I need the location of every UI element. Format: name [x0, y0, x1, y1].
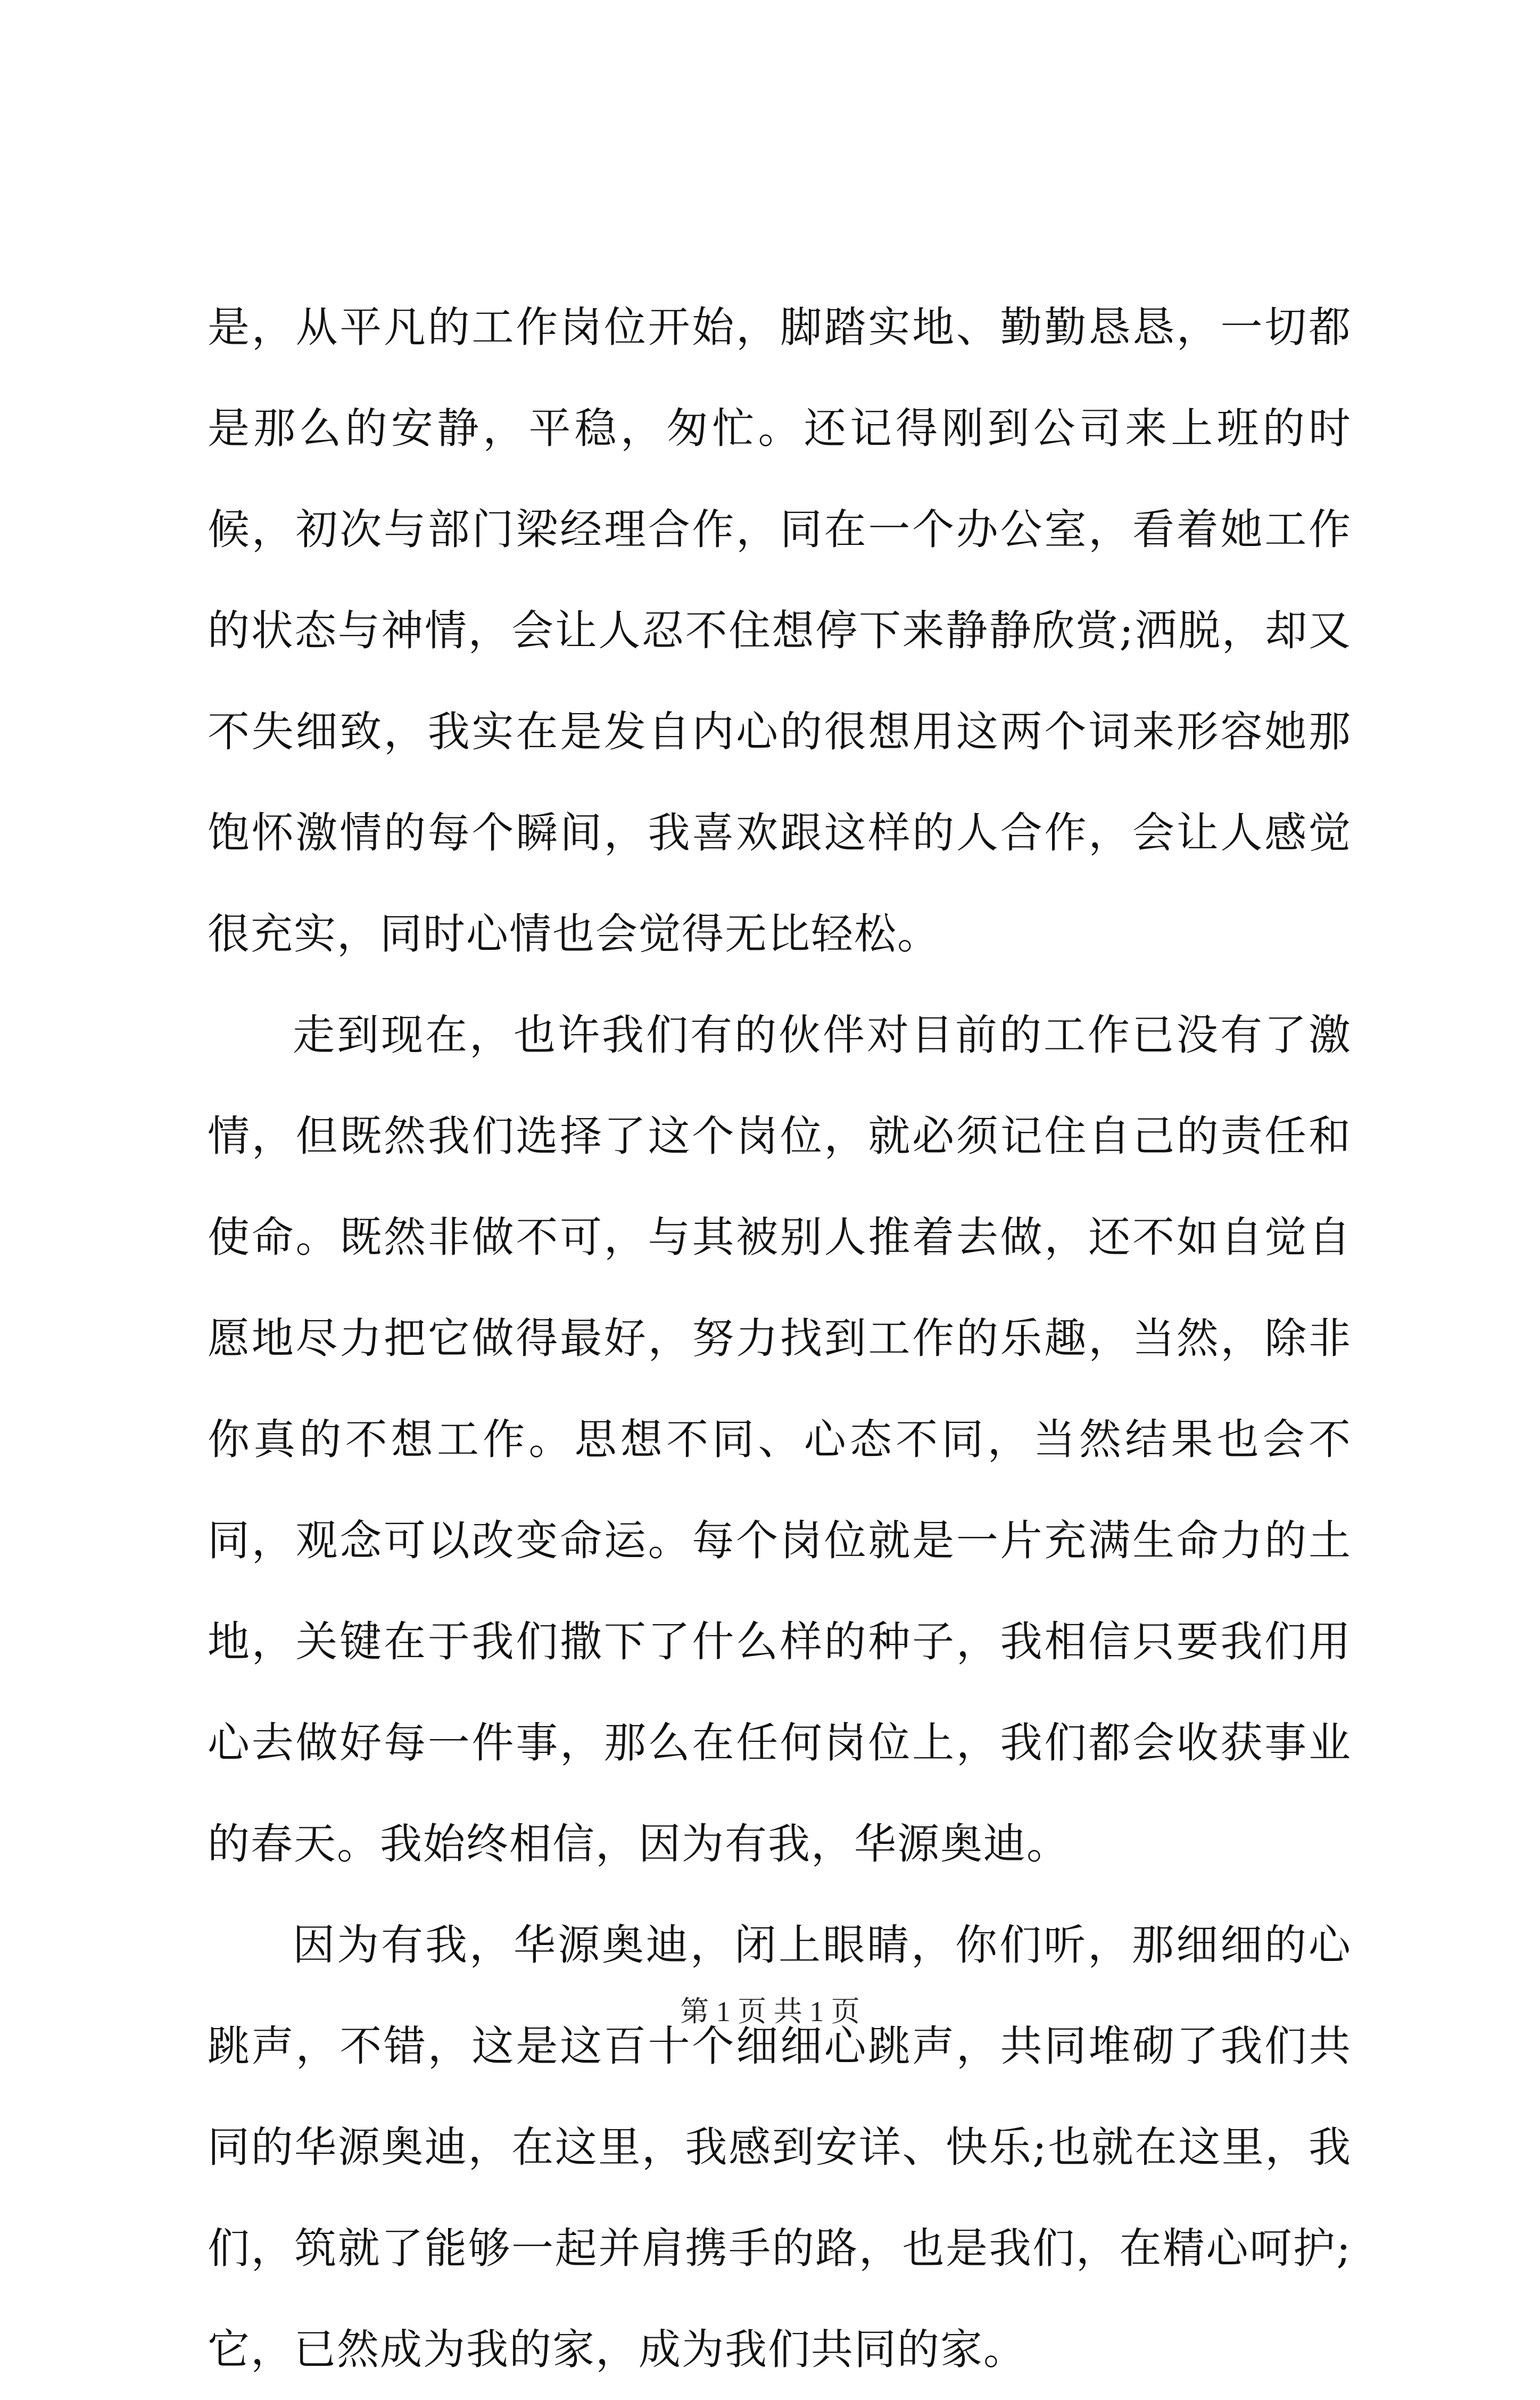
page-number-label: 第 1 页 共 1 页 [680, 1996, 860, 2027]
paragraph-3: 因为有我，华源奥迪，闭上眼睛，你们听，那细细的心跳声，不错，这是这百十个细细心跳声，共同堆砌了我们共同的华源奥迪，在这里，我感到安详、快乐;也就在这里，我们，筑就了能够一起并肩携手的路，也是我们，在精心呵护;它，已然成为我的家，成为我们共同的家。 [208, 1921, 1352, 2374]
paragraph-1: 是，从平凡的工作岗位开始，脚踏实地、勤勤恳恳，一切都是那么的安静，平稳，匆忙。还记得刚到公司来上班的时候，初次与部门梁经理合作，同在一个办公室，看着她工作的状态与神情，会让人忍不住想停下来静静欣赏;洒脱，却又不失细致，我实在是发自内心的很想用这两个词来形容她那饱怀激情的每个瞬间，我喜欢跟这样的人合作，会让人感觉很充实，同时心情也会觉得无比轻松。 [208, 303, 1352, 958]
paragraph-2: 走到现在，也许我们有的伙伴对目前的工作已没有了激情，但既然我们选择了这个岗位，就必须记住自己的责任和使命。既然非做不可，与其被别人推着去做，还不如自觉自愿地尽力把它做得最好，努力找到工作的乐趣，当然，除非你真的不想工作。思想不同、心态不同，当然结果也会不同，观念可以改变命运。每个岗位就是一片充满生命力的土地，关键在于我们撒下了什么样的种子，我相信只要我们用心去做好每一件事，那么在任何岗位上，我们都会收获事业的春天。我始终相信，因为有我，华源奥迪。 [208, 1011, 1352, 1868]
document-body [208, 277, 1352, 2400]
page-footer [0, 1993, 1540, 2030]
